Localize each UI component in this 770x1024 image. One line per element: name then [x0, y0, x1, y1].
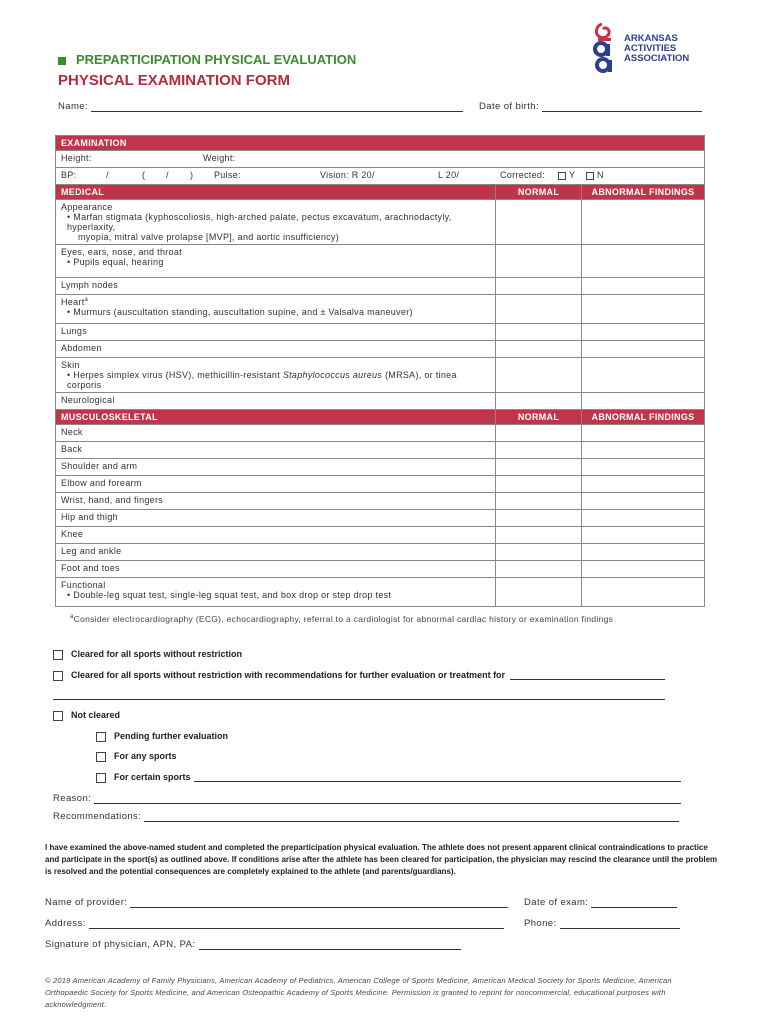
- option-label: Cleared for all sports without restriction with recommendations for further evaluation or treatment for: [71, 670, 506, 680]
- provider-name-label: Name of provider:: [45, 897, 128, 908]
- recommendations-input-line[interactable]: [144, 810, 679, 822]
- row-title-text: Heart: [61, 297, 85, 307]
- row-title: Wrist, hand, and fingers: [56, 493, 496, 510]
- abnormal-cell[interactable]: [582, 341, 705, 358]
- yes-label: Y: [569, 170, 576, 180]
- msk-header-row: [56, 410, 705, 425]
- medical-row-abdomen: [56, 341, 705, 358]
- row-title: Functional: [61, 580, 106, 590]
- medical-row-appearance: [56, 200, 705, 245]
- bp-paren-open: (: [142, 170, 146, 180]
- vitals-cell[interactable]: [56, 168, 705, 185]
- bp-paren-slash: /: [166, 170, 169, 180]
- functional-cell: [56, 578, 496, 607]
- row-title: Lymph nodes: [56, 278, 496, 295]
- exam-date-input-line[interactable]: [591, 896, 677, 908]
- row-title: Abdomen: [56, 341, 496, 358]
- square-bullet-icon: [58, 57, 66, 65]
- height-label: Height:: [61, 153, 92, 163]
- copyright-notice: © 2019 American Academy of Family Physicians, American Academy of Pediatrics, American College of Sports Medicine, American Medical Society for Sports Medicine, American Orthopaedic Society for Sports Medicine, and American Osteopathic Academy of Sports Medicine. Permission is granted to reprint for noncommercial, educational purposes with acknowledgment.: [45, 976, 672, 1009]
- bullet-text: Double-leg squat test, single-leg squat test, and box drop or step drop test: [73, 590, 392, 600]
- heart-cell: [56, 295, 496, 324]
- arkansas-activities-logo: [588, 18, 704, 82]
- row-title: [61, 297, 490, 307]
- medical-header-row: [56, 185, 705, 200]
- row-bullet: • Double-leg squat test, single-leg squat test, and box drop or step drop test: [67, 590, 392, 600]
- logo-line-1: ARKANSAS: [624, 33, 678, 44]
- appearance-cell: [56, 200, 496, 245]
- option-label: Cleared for all sports without restriction: [71, 649, 243, 659]
- bp-paren-close: ): [190, 170, 194, 180]
- not-cleared-option[interactable]: [53, 710, 120, 721]
- signature-input-line[interactable]: [199, 938, 461, 950]
- address-field[interactable]: [45, 917, 504, 929]
- provider-name-input-line[interactable]: [130, 896, 508, 908]
- abnormal-cell[interactable]: [582, 295, 705, 324]
- abnormal-cell[interactable]: [582, 510, 705, 527]
- msk-row: [56, 527, 705, 544]
- phone-label: Phone:: [524, 918, 557, 929]
- abnormal-cell[interactable]: [582, 544, 705, 561]
- logo-wordmark: [624, 34, 689, 64]
- msk-row: [56, 425, 705, 442]
- option-label: For any sports: [114, 751, 177, 761]
- logo-line-3: ASSOCIATION: [624, 53, 690, 64]
- medical-header: MEDICAL: [56, 185, 496, 200]
- recommendation-input-line-2[interactable]: [53, 688, 665, 700]
- msk-row: [56, 561, 705, 578]
- no-label: N: [597, 170, 604, 180]
- signature-label: Signature of physician, APN, PA:: [45, 939, 196, 950]
- corrected-label: Corrected:: [500, 170, 546, 180]
- skin-cell: [56, 358, 496, 393]
- checkbox-icon[interactable]: [558, 172, 566, 180]
- normal-cell[interactable]: [496, 442, 582, 459]
- msk-header: MUSCULOSKELETAL: [56, 410, 496, 425]
- recommendations-label: Recommendations:: [53, 811, 142, 822]
- row-title: Neck: [56, 425, 496, 442]
- abnormal-cell[interactable]: [582, 578, 705, 607]
- reason-input-line[interactable]: [94, 792, 681, 804]
- vision-left-label: L 20/: [438, 170, 460, 180]
- abnormal-cell[interactable]: [582, 200, 705, 245]
- checkbox-icon[interactable]: [53, 650, 63, 660]
- dob-input-line[interactable]: [542, 100, 702, 112]
- msk-row: [56, 459, 705, 476]
- normal-column-header: NORMAL: [496, 410, 582, 425]
- normal-cell[interactable]: [496, 425, 582, 442]
- exam-date-field[interactable]: [524, 896, 677, 908]
- row-bullet: • Murmurs (auscultation standing, auscultation supine, and ± Valsalva maneuver): [67, 307, 413, 317]
- msk-row: [56, 544, 705, 561]
- recommendations-field[interactable]: [53, 810, 679, 822]
- row-title: Back: [56, 442, 496, 459]
- normal-cell[interactable]: [496, 393, 582, 410]
- pending-evaluation-option[interactable]: [96, 731, 228, 742]
- abnormal-column-header: ABNORMAL FINDINGS: [582, 185, 705, 200]
- footnote-text: Consider electrocardiography (ECG), echocardiography, referral to a cardiologist for abnormal cardiac history or examination findings: [73, 614, 614, 624]
- bullet-text: Pupils equal, hearing: [73, 257, 164, 267]
- abnormal-cell[interactable]: [582, 561, 705, 578]
- footnote-marker: a: [70, 614, 74, 621]
- normal-cell[interactable]: [496, 493, 582, 510]
- vision-right-label: Vision: R 20/: [320, 170, 375, 180]
- row-title: Neurological: [56, 393, 496, 410]
- abnormal-cell[interactable]: [582, 493, 705, 510]
- normal-cell[interactable]: [496, 295, 582, 324]
- abnormal-cell[interactable]: [582, 527, 705, 544]
- cleared-with-recs-option[interactable]: [53, 670, 505, 681]
- row-title: Elbow and forearm: [56, 476, 496, 493]
- option-label: For certain sports: [114, 772, 191, 782]
- normal-cell[interactable]: [496, 476, 582, 493]
- address-input-line[interactable]: [89, 917, 504, 929]
- option-label: Not cleared: [71, 710, 121, 720]
- normal-cell[interactable]: [496, 544, 582, 561]
- signature-field[interactable]: [45, 938, 461, 950]
- abnormal-cell[interactable]: [582, 476, 705, 493]
- normal-cell[interactable]: [496, 341, 582, 358]
- row-title: Hip and thigh: [56, 510, 496, 527]
- msk-row: [56, 493, 705, 510]
- checkbox-icon[interactable]: [96, 773, 106, 783]
- row-title: Appearance: [61, 202, 113, 212]
- logo-line-2: ACTIVITIES: [624, 43, 677, 54]
- bullet-continuation: myopia, mitral valve prolapse [MVP], and aortic insufficiency): [78, 232, 340, 242]
- abnormal-cell[interactable]: [582, 245, 705, 278]
- abnormal-column-header: ABNORMAL FINDINGS: [582, 410, 705, 425]
- row-title: Skin: [61, 360, 80, 370]
- normal-cell[interactable]: [496, 324, 582, 341]
- bullet-text: Murmurs (auscultation standing, auscultation supine, and ± Valsalva maneuver): [73, 307, 413, 317]
- checkbox-icon[interactable]: [96, 752, 106, 762]
- eent-cell: [56, 245, 496, 278]
- normal-cell[interactable]: [496, 245, 582, 278]
- normal-cell[interactable]: [496, 358, 582, 393]
- footnote-marker: a: [84, 297, 89, 303]
- address-label: Address:: [45, 918, 86, 929]
- row-bullet: • Pupils equal, hearing: [67, 257, 164, 267]
- row-title: Lungs: [56, 324, 496, 341]
- normal-cell[interactable]: [496, 578, 582, 607]
- medical-row-neuro: [56, 393, 705, 410]
- phone-field[interactable]: [524, 917, 680, 929]
- examination-table: [55, 135, 705, 607]
- name-label: Name:: [58, 101, 88, 112]
- row-title: Leg and ankle: [56, 544, 496, 561]
- medical-row-lymph: [56, 278, 705, 295]
- row-title: Eyes, ears, nose, and throat: [61, 247, 182, 257]
- vitals-row: [56, 168, 705, 185]
- height-weight-row: [56, 151, 705, 168]
- row-bullet: • Marfan stigmata (kyphoscoliosis, high-arched palate, pectus excavatum, arachnodactyly, hyperlaxity,: [67, 212, 452, 232]
- dob-field[interactable]: [479, 100, 702, 112]
- abnormal-cell[interactable]: [582, 358, 705, 393]
- checkbox-icon[interactable]: [586, 172, 594, 180]
- abnormal-cell[interactable]: [582, 442, 705, 459]
- examination-header: EXAMINATION: [56, 136, 705, 151]
- height-weight-cell[interactable]: [56, 151, 705, 168]
- bullet-text: Marfan stigmata (kyphoscoliosis, high-arched palate, pectus excavatum, arachnodactyly, hyperlaxity,: [67, 212, 452, 232]
- bullet-text-end: (MRSA), or tinea corporis: [67, 370, 457, 390]
- provider-name-field[interactable]: [45, 896, 508, 908]
- abnormal-cell[interactable]: [582, 324, 705, 341]
- normal-cell[interactable]: [496, 561, 582, 578]
- normal-column-header: NORMAL: [496, 185, 582, 200]
- phone-input-line[interactable]: [560, 917, 680, 929]
- normal-cell[interactable]: [496, 459, 582, 476]
- bullet-italic-text: Staphylococcus aureus: [282, 370, 383, 380]
- reason-field[interactable]: [53, 792, 681, 804]
- any-sports-option[interactable]: [96, 751, 177, 762]
- row-title: Shoulder and arm: [56, 459, 496, 476]
- form-kicker: [58, 52, 356, 67]
- medical-row-eent: [56, 245, 705, 278]
- checkbox-icon[interactable]: [96, 732, 106, 742]
- certain-sports-input-line[interactable]: [194, 770, 681, 782]
- abnormal-cell[interactable]: [582, 425, 705, 442]
- normal-cell[interactable]: [496, 510, 582, 527]
- corrected-yes[interactable]: [558, 170, 575, 180]
- dob-label: Date of birth:: [479, 101, 539, 112]
- option-label: Pending further evaluation: [114, 731, 229, 741]
- normal-cell[interactable]: [496, 278, 582, 295]
- checkbox-icon[interactable]: [53, 671, 63, 681]
- kicker-text: PREPARTICIPATION PHYSICAL EVALUATION: [76, 52, 357, 67]
- msk-row: [56, 476, 705, 493]
- cleared-option[interactable]: [53, 649, 242, 660]
- weight-label: Weight:: [203, 153, 236, 163]
- physician-statement: I have examined the above-named student and completed the preparticipation physical evaluation. The athlete does not present apparent clinical contraindications to practice and participate in the sport(s) as outlined above. If conditions arise after the athlete has been cleared for participation, the physician may rescind the clearance until the problem is resolved and the potential consequences are completely explained to the athlete (and parents/guardians).: [45, 843, 718, 876]
- certain-sports-option[interactable]: [96, 772, 191, 783]
- normal-cell[interactable]: [496, 527, 582, 544]
- examination-header-row: [56, 136, 705, 151]
- pulse-label: Pulse:: [214, 170, 241, 180]
- exam-date-label: Date of exam:: [524, 897, 589, 908]
- normal-cell[interactable]: [496, 200, 582, 245]
- bp-slash: /: [106, 170, 109, 180]
- msk-row: [56, 510, 705, 527]
- abnormal-cell[interactable]: [582, 393, 705, 410]
- row-title: Knee: [56, 527, 496, 544]
- abnormal-cell[interactable]: [582, 278, 705, 295]
- msk-row: [56, 442, 705, 459]
- page-title: PHYSICAL EXAMINATION FORM: [58, 72, 290, 89]
- medical-row-skin: [56, 358, 705, 393]
- bp-label: BP:: [61, 170, 77, 180]
- name-input-line[interactable]: [91, 100, 463, 112]
- ecg-footnote: [70, 614, 613, 624]
- msk-row-functional: [56, 578, 705, 607]
- medical-row-lungs: [56, 324, 705, 341]
- corrected-no[interactable]: [586, 170, 604, 180]
- row-title: Foot and toes: [56, 561, 496, 578]
- reason-label: Reason:: [53, 793, 92, 804]
- checkbox-icon[interactable]: [53, 711, 63, 721]
- row-bullet: • Herpes simplex virus (HSV), methicillin-resistant Staphylococcus aureus (MRSA), or tinea corporis: [67, 370, 457, 390]
- name-field[interactable]: [58, 100, 463, 112]
- medical-row-heart: [56, 295, 705, 324]
- bullet-text: Herpes simplex virus (HSV), methicillin-resistant: [73, 370, 283, 380]
- recommendation-input-line[interactable]: [510, 668, 665, 680]
- abnormal-cell[interactable]: [582, 459, 705, 476]
